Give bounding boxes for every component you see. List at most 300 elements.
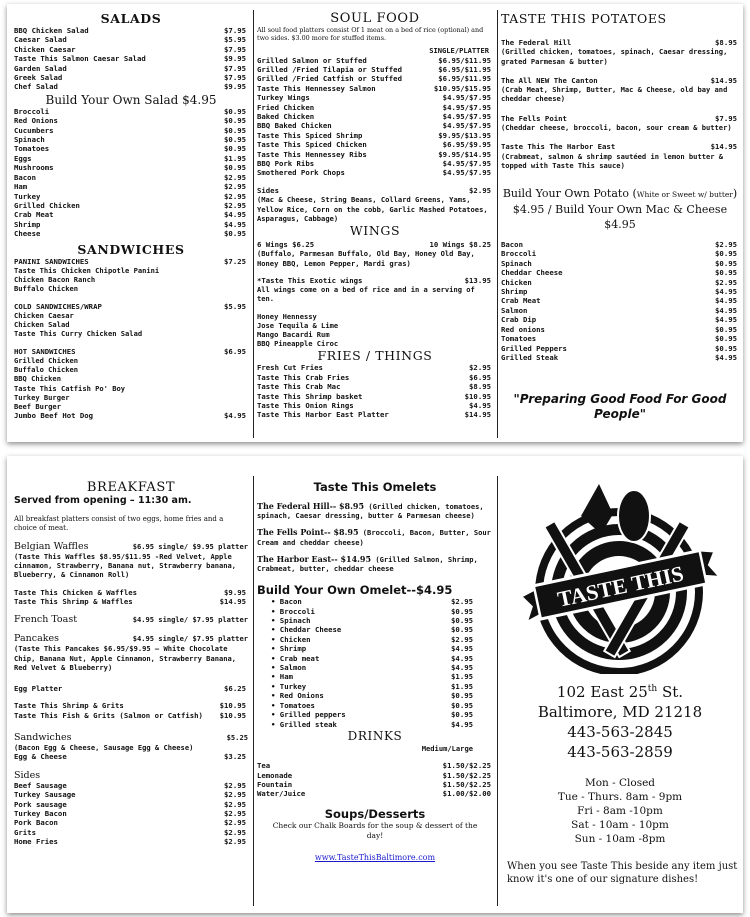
item-name: Beef Sausage	[14, 780, 67, 790]
item-price: $9.95	[224, 82, 246, 92]
item-price: $2.95	[224, 182, 246, 192]
bullet-icon: •	[271, 606, 280, 616]
menu-item	[14, 818, 248, 827]
item-name: Tomatoes	[279, 700, 315, 710]
omelet-topping	[271, 682, 493, 691]
item-price: $14.95	[710, 142, 737, 152]
wings-title: WINGS	[349, 222, 401, 238]
item-price: $10.95	[219, 710, 246, 720]
item-name: Turkey Wings	[257, 93, 310, 103]
potato-toppings-list	[501, 240, 739, 362]
item-name: Chicken	[279, 634, 311, 644]
item-price: $2.95	[224, 799, 246, 809]
item-name: Shrimp	[501, 287, 528, 297]
item-price: $4.95	[469, 400, 491, 410]
menu-item	[14, 790, 248, 799]
salads-sandwiches-column	[14, 11, 248, 442]
breakfast-column	[14, 480, 248, 913]
item-price: $2.95	[715, 277, 737, 287]
omelet-topping	[271, 644, 493, 653]
menu-item	[14, 126, 248, 135]
soul-food-list	[257, 56, 493, 178]
item-name: Grilled Salmon or Stuffed	[257, 55, 367, 65]
item-price: $6.95/$9.95	[442, 140, 491, 150]
item-name: Taste This The Harbor East	[501, 142, 616, 152]
item-name-wrap	[271, 635, 311, 644]
menu-item	[14, 182, 248, 191]
item-name: Cheddar Cheese	[501, 268, 563, 278]
item-name: Garden Salad	[14, 63, 67, 73]
omelets-title: Taste This Omelets	[313, 480, 437, 494]
hot-sandwiches-list	[14, 356, 248, 411]
menu-item	[14, 711, 248, 720]
omelet-topping	[271, 691, 493, 700]
list-item: Taste This Catfish Po' Boy	[14, 383, 126, 393]
item-name: Taste This Onion Rings	[257, 400, 354, 410]
item-price: $9.95/$13.95	[438, 130, 491, 140]
list-item: Taste This Chicken Chipotle Panini	[14, 265, 160, 275]
item-price: $0.95	[224, 229, 246, 239]
item-name: Chicken	[501, 277, 532, 287]
potato-item	[501, 38, 739, 47]
salads-list	[14, 26, 248, 92]
menu-item	[14, 800, 248, 809]
menu-item	[257, 392, 493, 401]
item-name: Grilled /Fried Tilapia or Stuffed	[257, 65, 402, 75]
omelet-topping	[271, 720, 493, 729]
item-name: Spinach	[14, 135, 45, 145]
egg-cheese-item: Egg & Cheese $3.25	[14, 752, 246, 762]
chicken-waffles-list	[14, 588, 248, 607]
menu-item	[14, 828, 248, 837]
menu-item	[257, 363, 493, 372]
item-description: (Crabmeat, salmon & shrimp sautéed in lemon butter & topped with Taste This sauce)	[501, 151, 724, 170]
bullet-icon: •	[271, 653, 280, 663]
menu-item	[257, 65, 493, 74]
item-price: $2.95	[224, 200, 246, 210]
menu-item	[257, 382, 493, 391]
omelets-list	[257, 502, 493, 573]
item-name: Pork sausage	[14, 799, 67, 809]
item-name: Cheddar Cheese	[279, 625, 342, 635]
item-price: $7.95	[224, 73, 246, 83]
bullet-icon: •	[271, 672, 280, 682]
menu-item	[14, 73, 248, 82]
column-divider	[253, 476, 254, 906]
website-link[interactable]: www.TasteThisBaltimore.com	[314, 852, 436, 862]
bullet-icon: •	[271, 663, 280, 673]
menu-item	[501, 278, 739, 287]
bullet-icon: •	[271, 681, 280, 691]
menu-item	[501, 344, 739, 353]
menu-item	[257, 401, 493, 410]
item-price: $0.95	[224, 106, 246, 116]
breakfast-sides-list	[14, 781, 248, 847]
item-name: The Federal Hill	[257, 501, 330, 511]
item-price: $4.95	[451, 653, 473, 663]
omelet-topping	[271, 654, 493, 663]
menu-item	[257, 121, 493, 130]
omelet-topping	[271, 597, 493, 606]
omelets-column	[257, 480, 493, 913]
list-item: Mango Bacardi Rum	[257, 329, 330, 339]
item-price: $4.95/$7.95	[442, 168, 491, 178]
item-price: $4.95/$7.95	[442, 102, 491, 112]
item-price: $0.95	[715, 343, 737, 353]
menu-item	[257, 410, 493, 419]
item-name: Home Fries	[14, 837, 58, 847]
item-name: Grits	[14, 827, 36, 837]
potatoes-column	[501, 11, 739, 442]
menu-item	[14, 163, 248, 172]
list-item: BBQ Chicken	[14, 374, 61, 384]
egg-platter-item: Egg Platter $6.25	[14, 684, 246, 694]
drink-size-header: Medium/Large	[421, 743, 473, 753]
item-name: Shrimp	[14, 219, 41, 229]
item-name: Broccoli	[501, 249, 537, 259]
item-price: $8.95	[715, 38, 737, 47]
item-price: $6.95/$11.95	[438, 65, 491, 75]
hours-line: Sun - 10am -8pm	[574, 833, 666, 845]
item-name: Tomatoes	[14, 144, 50, 154]
soul-food-intro: All soul food platters consist Of 1 meat on a bed of rice (optional) and two sides. $3.00 more for stuffed items.	[257, 26, 484, 43]
menu-item	[257, 150, 493, 159]
item-price: $14.95	[219, 597, 246, 607]
menu-item	[14, 588, 248, 597]
phone-2[interactable]: 443-563-2859	[567, 743, 673, 761]
list-item: Beef Burger	[14, 401, 61, 411]
menu-item	[14, 107, 248, 116]
item-name: Broccoli	[14, 106, 50, 116]
list-item: Grilled Chicken	[14, 355, 79, 365]
menu-item	[501, 259, 739, 268]
menu-item	[14, 781, 248, 790]
salads-title: SALADS	[100, 11, 162, 26]
item-name: Crab Meat	[14, 210, 54, 220]
build-your-own-salad-title: Build Your Own Salad $4.95	[45, 92, 217, 107]
spoon-icon	[618, 490, 650, 542]
item-name: Taste This Shrimp basket	[257, 391, 363, 401]
item-name: Taste This Spiced Chicken	[257, 140, 367, 150]
menu-item	[257, 131, 493, 140]
item-name: Water/Juice	[257, 789, 306, 799]
exotic-wings-description: All wings come on a bed of rice and in a serving of ten.	[257, 285, 475, 304]
item-name: Turkey	[279, 681, 307, 691]
hot-sandwiches-header: HOT SANDWICHES $6.95	[14, 346, 246, 356]
menu-item	[14, 229, 248, 238]
item-name: Grilled Peppers	[501, 343, 567, 353]
item-name: Red Onions	[14, 116, 58, 126]
item-name: Taste This Chicken & Waffles	[14, 587, 138, 597]
menu-item	[501, 296, 739, 305]
menu-page-bottom	[7, 456, 743, 913]
item-name: Tea	[257, 761, 271, 771]
item-name: Tomatoes	[501, 334, 537, 344]
column-divider	[497, 476, 498, 906]
breakfast-intro: All breakfast platters consist of two eggs, home fries and a choice of meat.	[14, 515, 224, 532]
soups-desserts-title: Soups/Desserts	[324, 806, 426, 821]
item-price: $9.95	[224, 54, 246, 64]
item-name: Taste This Hennessey Salmon	[257, 83, 376, 93]
menu-item	[14, 701, 248, 710]
menu-item	[257, 168, 493, 177]
item-price: -- $8.95	[329, 501, 365, 511]
hours-line: Mon - Closed	[584, 777, 656, 789]
item-name: The Fells Point	[501, 113, 567, 123]
city-line: Baltimore, MD 21218	[537, 703, 703, 721]
omelet-topping	[271, 635, 493, 644]
bullet-icon: •	[271, 700, 280, 710]
breakfast-sandwiches-description: (Bacon Egg & Cheese, Sausage Egg & Cheese)	[14, 743, 194, 753]
info-column	[501, 474, 739, 913]
hours-line: Sat - 10am - 10pm	[571, 819, 669, 831]
menu-item	[257, 761, 493, 770]
list-item: Turkey Burger	[14, 392, 70, 402]
pancakes-header: Pancakes $4.95 single/ $7.95 platter	[14, 633, 248, 645]
item-price: $0.95	[451, 691, 473, 701]
menu-item	[14, 173, 248, 182]
menu-item	[14, 210, 248, 219]
item-price: $6.95/$11.95	[438, 55, 491, 65]
item-name: Crab Meat	[501, 296, 541, 306]
omelet-topping	[271, 672, 493, 681]
list-item: Jose Tequila & Lime	[257, 320, 339, 330]
list-item: Honey Hennessy	[257, 311, 317, 321]
omelet-topping	[271, 616, 493, 625]
item-price: $4.95	[451, 719, 473, 729]
item-description: (Grilled chicken, tomatoes, spinach, Caesar dressing, grated Parmesan & butter)	[501, 47, 728, 66]
hours-line: Tue - Thurs. 8am - 9pm	[557, 791, 683, 803]
item-price: $4.95	[715, 305, 737, 315]
item-price: $0.95	[451, 616, 473, 626]
item-price: $0.95	[224, 163, 246, 173]
menu-item	[14, 82, 248, 91]
item-name: Taste This Harbor East Platter	[257, 410, 389, 420]
grits-list	[14, 701, 248, 720]
potatoes-title: TASTE THIS POTATOES	[501, 11, 667, 26]
bullet-icon: •	[271, 634, 280, 644]
item-name: Broccoli	[279, 606, 315, 616]
wings-prices: 6 Wings $6.25 10 Wings $8.25	[257, 239, 491, 249]
item-price: $1.00/$2.00	[442, 789, 491, 799]
item-name-wrap	[271, 644, 306, 653]
bullet-icon: •	[271, 616, 280, 626]
item-name-wrap	[271, 597, 302, 606]
item-price: $4.95	[451, 644, 473, 654]
item-price: -- $14.95	[331, 553, 372, 564]
item-name: Taste This Fish & Grits (Salmon or Catfish)	[14, 710, 203, 720]
item-price: $2.95	[224, 172, 246, 182]
menu-item	[257, 771, 493, 780]
omelet-toppings-list	[257, 597, 493, 729]
item-price: $14.95	[710, 75, 737, 85]
breakfast-sides-title: Sides	[14, 769, 41, 781]
list-item: Taste This Curry Chicken Salad	[14, 329, 143, 339]
menu-item	[14, 64, 248, 73]
menu-item	[501, 240, 739, 249]
item-price: $4.95	[715, 287, 737, 297]
potato-item	[501, 76, 739, 85]
item-name: Bacon	[279, 597, 302, 607]
waffles-description: (Taste This Waffles $8.95/$11.95 -Red Velvet, Apple cinnamon, Strawberry, Banana nut, Strawberry banana, Blueberry, & Cinnamon Roll)	[14, 552, 237, 580]
item-price: $0.95	[715, 334, 737, 344]
menu-item	[14, 192, 248, 201]
item-name: Taste This Shrimp & Waffles	[14, 597, 133, 607]
item-price: $7.95	[224, 63, 246, 73]
item-name: The All NEW The Canton	[501, 75, 598, 85]
menu-item	[501, 287, 739, 296]
build-your-own-omelet-title: Build Your Own Omelet--$4.95	[257, 583, 453, 598]
item-name: Shrimp	[279, 644, 307, 654]
hot-dog-item: Jumbo Beef Hot Dog $4.95	[14, 411, 246, 421]
menu-item	[14, 201, 248, 210]
item-name: Salmon	[279, 663, 307, 673]
item-price: $1.95	[451, 681, 473, 691]
item-price: $0.95	[715, 258, 737, 268]
item-price: $4.95	[224, 219, 246, 229]
item-name: Grilled Chicken	[14, 200, 80, 210]
wing-flavors: (Buffalo, Parmesan Buffalo, Old Bay, Honey Old Bay, Honey BBQ, Lemon Pepper, Mardi gras)	[257, 249, 475, 268]
item-name: The Fells Point	[257, 527, 325, 538]
item-price: $1.50/$2.25	[442, 779, 491, 789]
menu-item	[257, 93, 493, 102]
item-price: $2.95	[224, 818, 246, 828]
item-name: Taste This Salmon Caesar Salad	[14, 54, 146, 64]
omelet-topping	[271, 625, 493, 634]
item-price: $2.95	[224, 809, 246, 819]
cold-sandwiches-header: COLD SANDWICHES/WRAP $5.95	[14, 301, 246, 311]
exotic-wings-header: *Taste This Exotic wings $13.95	[257, 275, 491, 285]
item-name-wrap	[271, 691, 324, 700]
list-item: BBQ Pineapple Ciroc	[257, 339, 339, 349]
menu-item	[257, 780, 493, 789]
menu-item	[257, 112, 493, 121]
item-name: BBQ Chicken Salad	[14, 26, 89, 35]
soul-sides-header: Sides $2.95	[257, 185, 491, 195]
bullet-icon: •	[271, 719, 280, 729]
item-price: $0.95	[224, 135, 246, 145]
fries-title: FRIES / THINGS	[317, 348, 433, 364]
menu-item	[14, 154, 248, 163]
item-price: $2.95	[224, 827, 246, 837]
pancakes-description: (Taste This Pancakes $6.95/$9.95 – White Chocolate Chip, Banana Nut, Apple Cinnamon, Strawberry Banana, Red Velvet & Blueberry)	[14, 644, 237, 672]
salad-toppings-list	[14, 107, 248, 239]
fries-list	[257, 363, 493, 419]
item-description: (Grilled chicken, tomatoes, spinach, Caesar dressing, butter & Parmesan cheese)	[257, 502, 484, 521]
item-name: Mushrooms	[14, 163, 54, 173]
item-price: $4.95	[224, 210, 246, 220]
hours-list	[501, 776, 739, 846]
menu-item	[501, 325, 739, 334]
item-price: $4.95	[715, 352, 737, 362]
item-price: $0.95	[451, 700, 473, 710]
menu-item	[14, 220, 248, 229]
menu-item	[14, 54, 248, 63]
item-name-wrap	[271, 672, 293, 681]
item-price: $0.95	[224, 125, 246, 135]
item-price: $4.95/$7.95	[442, 159, 491, 169]
item-name: Cheese	[14, 229, 41, 239]
item-name-wrap	[271, 625, 341, 634]
column-divider	[253, 10, 254, 438]
phone-1[interactable]: 443-563-2845	[567, 723, 673, 741]
item-name: Taste This Hennessey Ribs	[257, 149, 367, 159]
cold-sandwiches-list	[14, 311, 248, 339]
item-price: $10.95	[219, 701, 246, 711]
item-price: $10.95	[464, 391, 491, 401]
potatoes-list	[501, 38, 739, 180]
menu-item	[257, 140, 493, 149]
item-name: Fried Chicken	[257, 102, 315, 112]
build-your-own-potato-title: Build Your Own Potato (White or Sweet w/ butter) $4.95 / Build Your Own Mac & Cheese $4.95	[502, 187, 738, 232]
item-name: BBQ Baked Chicken	[257, 121, 332, 131]
item-name: Crab meat	[279, 653, 320, 663]
item-name: Fresh Cut Fries	[257, 363, 323, 373]
bullet-icon: •	[271, 644, 280, 654]
item-name: Fountain	[257, 779, 293, 789]
item-name: Ham	[279, 672, 293, 682]
item-name: Taste This Crab Mac	[257, 382, 341, 392]
list-item: Buffalo Chicken	[14, 365, 79, 375]
taste-this-logo	[501, 474, 739, 674]
item-price: $0.95	[224, 144, 246, 154]
item-price: $0.95	[451, 625, 473, 635]
item-name: Chef Salad	[14, 82, 58, 92]
item-price: $1.50/$2.25	[442, 770, 491, 780]
column-divider	[497, 10, 498, 438]
menu-item	[14, 597, 248, 606]
item-price: $2.95	[224, 790, 246, 800]
item-name: Pork Bacon	[14, 818, 58, 828]
item-price: $1.95	[451, 672, 473, 682]
menu-item	[14, 144, 248, 153]
omelet-topping	[271, 701, 493, 710]
bullet-icon: •	[271, 625, 280, 635]
item-name-wrap	[271, 663, 306, 672]
menu-item	[14, 35, 248, 44]
menu-item	[501, 353, 739, 362]
item-price: $10.95/$15.95	[433, 83, 491, 93]
item-price: $1.50/$2.25	[442, 761, 491, 771]
item-name: Bacon	[14, 172, 36, 182]
drinks-list	[257, 761, 493, 799]
item-price: $2.95	[224, 780, 246, 790]
item-price: $2.95	[224, 837, 246, 847]
item-name: Smothered Pork Chops	[257, 168, 345, 178]
menu-item	[501, 306, 739, 315]
item-name: BBQ Pork Ribs	[257, 159, 315, 169]
soups-desserts-description: Check our Chalk Boards for the soup & dessert of the day!	[272, 820, 478, 840]
menu-item	[257, 789, 493, 798]
item-price: $2.95	[224, 191, 246, 201]
menu-item	[257, 373, 493, 382]
item-price: $4.95/$7.95	[442, 112, 491, 122]
soul-sides-description: (Mac & Cheese, String Beans, Collard Greens, Yams, Yellow Rice, Corn on the cobb, Garlic Mashed Potatoes, Asparagus, Cabbage)	[257, 195, 488, 223]
item-name: Red Onions	[279, 691, 324, 701]
bullet-icon: •	[271, 597, 280, 607]
item-price: $4.95/$7.95	[442, 93, 491, 103]
item-price: $7.95	[224, 26, 246, 35]
omelet-topping	[271, 607, 493, 616]
item-price: $4.95/$7.95	[442, 121, 491, 131]
potato-item	[501, 114, 739, 123]
breakfast-title: BREAKFAST	[86, 480, 176, 495]
menu-item	[257, 84, 493, 93]
item-price: $0.95	[451, 606, 473, 616]
menu-item	[257, 103, 493, 112]
item-name: Taste This Spiced Shrimp	[257, 130, 363, 140]
hours-line: Fri - 8am -10pm	[577, 805, 663, 817]
